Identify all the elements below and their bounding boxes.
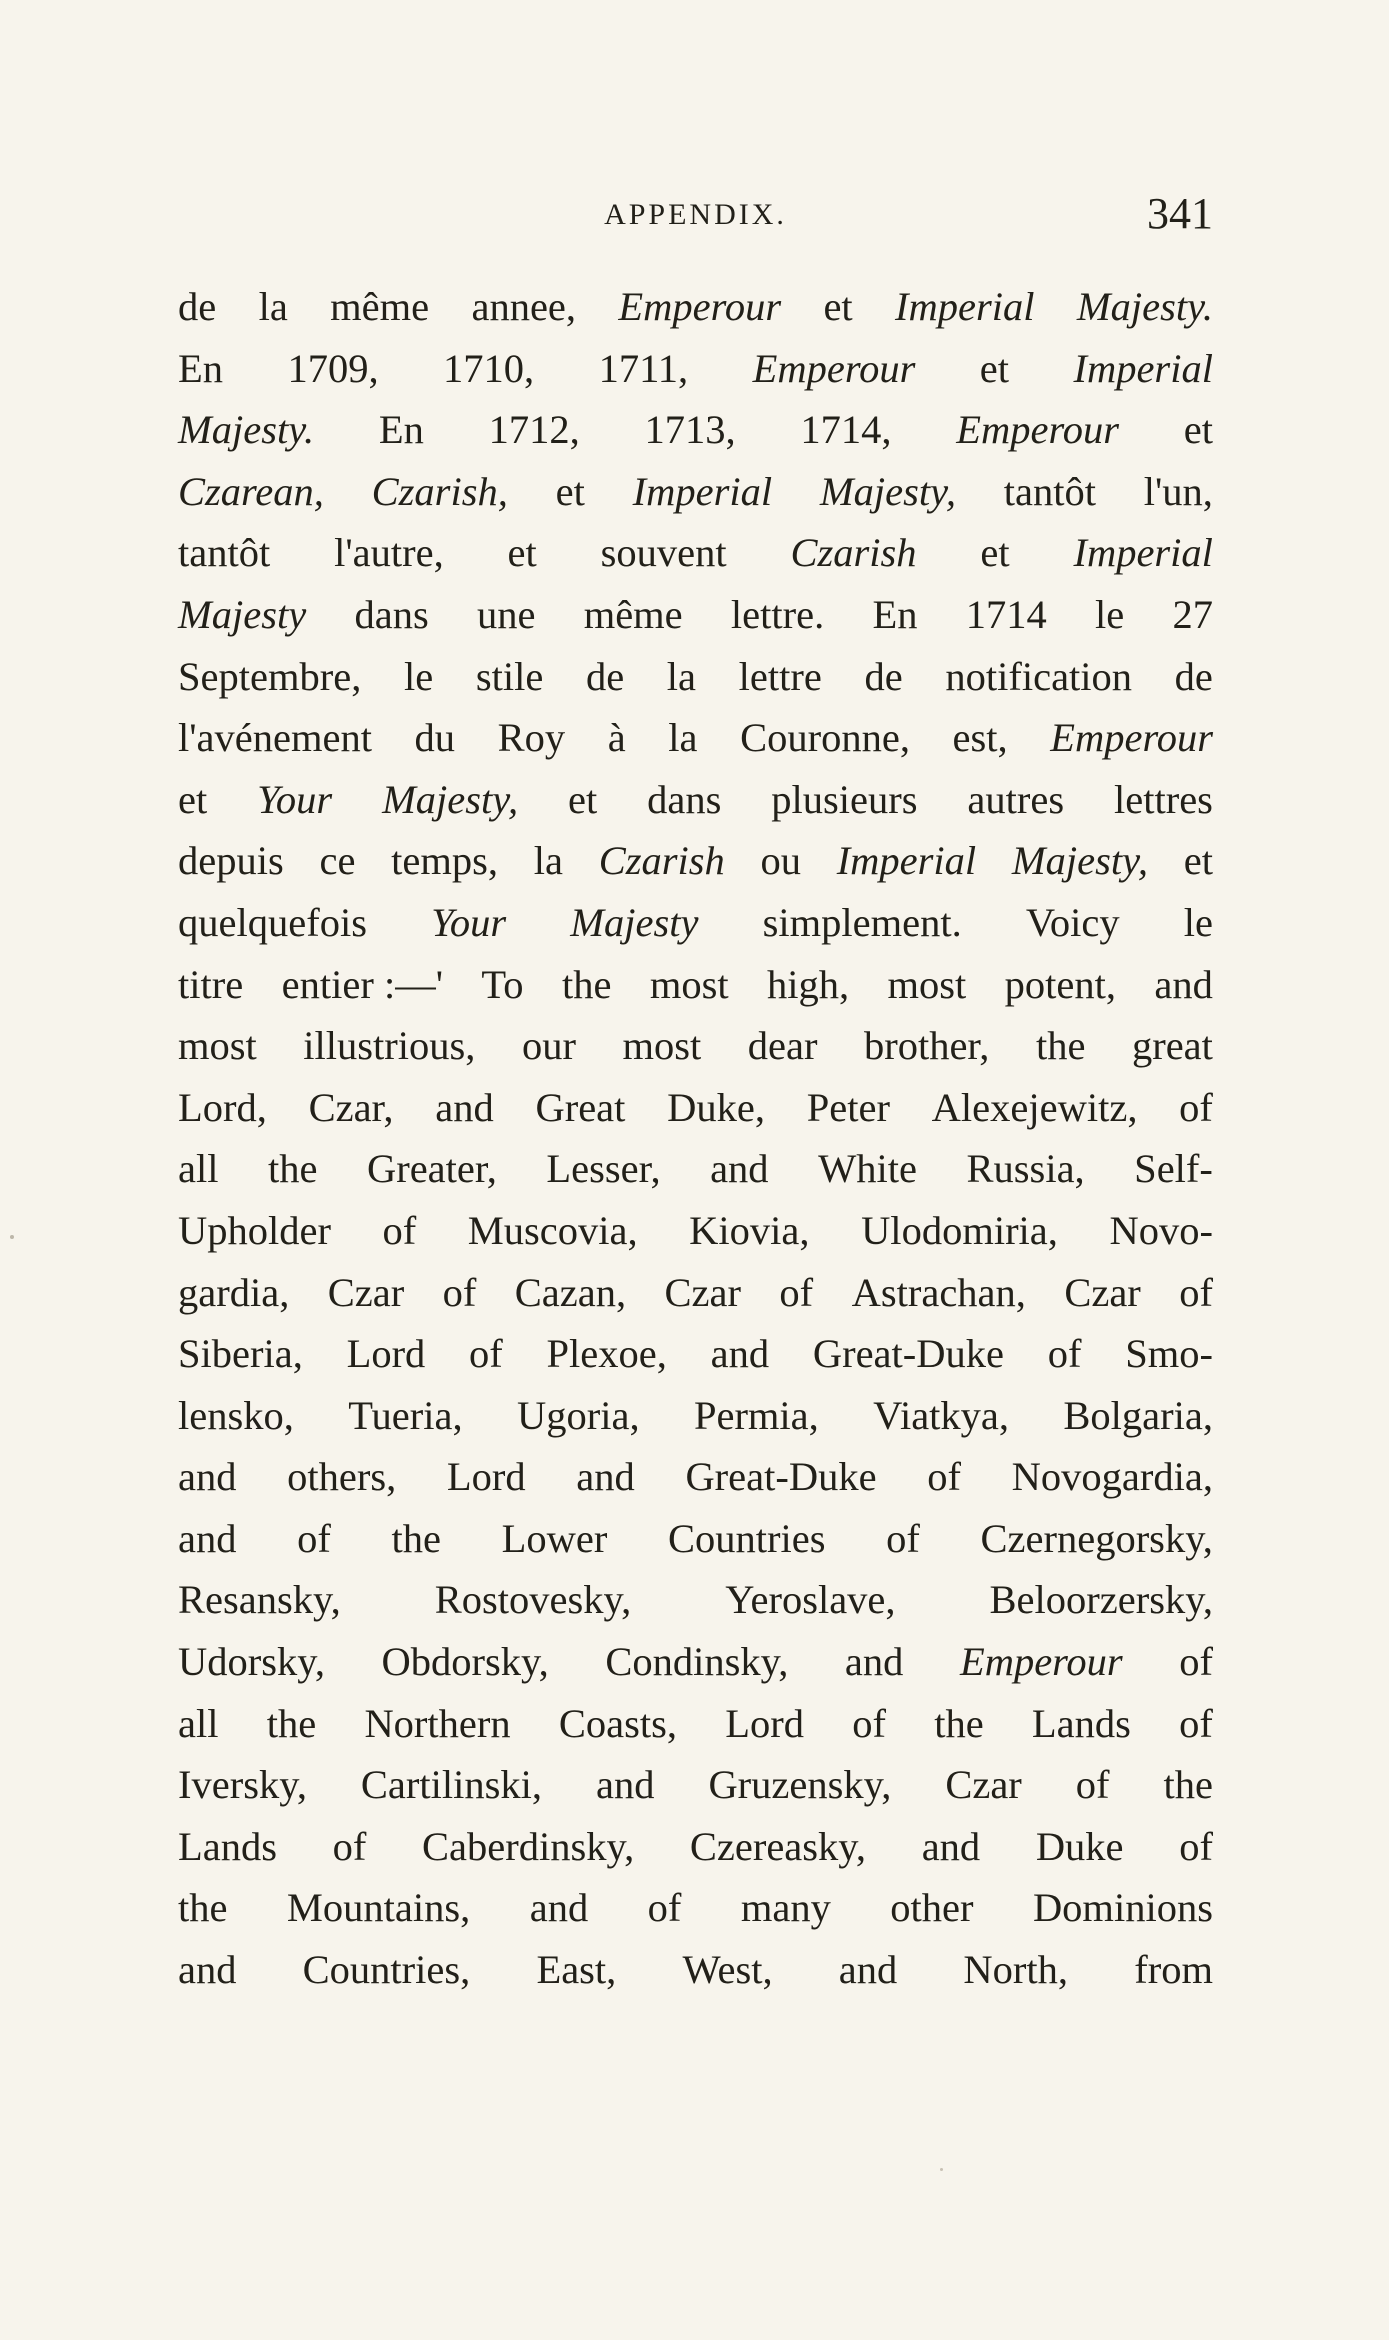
- text-line: [178, 769, 1213, 831]
- word: 1710,: [443, 345, 535, 391]
- word: of: [647, 1885, 682, 1931]
- word: Septembre,: [178, 653, 362, 699]
- word: Czar: [1064, 1269, 1141, 1315]
- word: depuis: [178, 838, 284, 884]
- word: 1713,: [644, 407, 736, 453]
- word: most: [649, 961, 729, 1007]
- word: ce: [319, 838, 356, 884]
- word: Astrachan,: [851, 1269, 1026, 1315]
- text-line: [178, 1077, 1213, 1139]
- italic-word: Majesty: [178, 591, 307, 637]
- word: and: [710, 1146, 769, 1192]
- text-line: [178, 1138, 1213, 1200]
- word: Condinsky,: [605, 1639, 789, 1685]
- word: lettre.: [730, 591, 825, 637]
- word: Yeroslave,: [725, 1577, 896, 1623]
- word: Duke: [1035, 1823, 1124, 1869]
- word: of: [469, 1331, 503, 1377]
- word: lettres: [1113, 776, 1213, 822]
- italic-word: Czarish,: [371, 468, 508, 514]
- word: de: [585, 653, 625, 699]
- italic-word: Majesty.: [1076, 284, 1213, 329]
- word: Viatkya,: [873, 1392, 1010, 1438]
- word: North,: [963, 1947, 1069, 1993]
- word: 27: [1172, 591, 1213, 637]
- word: the: [1163, 1762, 1213, 1808]
- word: the: [267, 1146, 318, 1192]
- word: great: [1131, 1023, 1213, 1069]
- word: and: [844, 1639, 904, 1685]
- word: simplement.: [762, 899, 962, 945]
- italic-word: Emperour: [618, 284, 782, 329]
- word: of: [1179, 1823, 1213, 1869]
- page-number: 341: [1147, 189, 1213, 238]
- word: Plexoe,: [546, 1331, 667, 1377]
- word: Lord: [346, 1331, 426, 1377]
- word: the: [178, 1885, 228, 1931]
- word: Lands: [178, 1823, 277, 1869]
- word: 1714: [965, 591, 1047, 637]
- word: of: [779, 1269, 814, 1315]
- word: la: [666, 653, 697, 699]
- word: la: [258, 284, 288, 329]
- word: the: [391, 1515, 441, 1561]
- word: Czar,: [308, 1084, 394, 1130]
- word: most: [622, 1023, 702, 1069]
- word: Alexejewitz,: [931, 1084, 1138, 1130]
- word: most: [887, 961, 967, 1007]
- word: est,: [952, 715, 1008, 761]
- word: Voicy: [1025, 899, 1120, 945]
- word: and: [178, 1454, 237, 1500]
- word: Countries: [667, 1515, 826, 1561]
- italic-word: Czarish: [790, 530, 917, 576]
- word: et: [555, 468, 585, 514]
- word: Lesser,: [546, 1146, 661, 1192]
- word: entier :—': [281, 961, 443, 1007]
- word: le: [403, 653, 434, 699]
- word: brother,: [863, 1023, 990, 1069]
- text-line: [178, 1446, 1213, 1508]
- margin-mark: [10, 1235, 14, 1239]
- word: of: [1179, 1269, 1213, 1315]
- word: Czar: [945, 1762, 1022, 1808]
- word: dear: [747, 1023, 818, 1069]
- word: Great: [535, 1084, 626, 1130]
- word: tantôt: [178, 530, 271, 576]
- text-line: [178, 830, 1213, 892]
- text-line: [178, 1015, 1213, 1077]
- italic-word: Imperial: [632, 468, 773, 514]
- italic-word: Your: [257, 776, 333, 822]
- word: et: [980, 530, 1010, 576]
- word: de: [864, 653, 903, 699]
- word: Kiovia,: [689, 1207, 810, 1253]
- word: de: [178, 284, 217, 329]
- word: of: [886, 1515, 920, 1561]
- word: Rostovesky,: [434, 1577, 632, 1623]
- word: En: [178, 345, 223, 391]
- word: and: [838, 1947, 898, 1993]
- word: Cazan,: [514, 1269, 627, 1315]
- word: Bolgaria,: [1063, 1392, 1213, 1438]
- italic-word: Czarean,: [178, 468, 324, 514]
- italic-word: Emperour: [956, 407, 1119, 453]
- text-line: [178, 338, 1213, 400]
- word: Greater,: [366, 1146, 497, 1192]
- word: and: [596, 1762, 655, 1808]
- word: Lands: [1031, 1700, 1131, 1746]
- word: and: [178, 1515, 237, 1561]
- word: Czernegorsky,: [980, 1515, 1213, 1561]
- word: of: [1075, 1762, 1110, 1808]
- word: Czar: [664, 1269, 741, 1315]
- word: and: [921, 1823, 981, 1869]
- word: and: [710, 1331, 770, 1377]
- italic-word: Czarish: [598, 838, 725, 884]
- word: à: [607, 715, 626, 761]
- text-line: [178, 1569, 1213, 1631]
- margin-mark: [940, 2168, 943, 2171]
- word: To: [481, 961, 524, 1007]
- text-line: [178, 1631, 1213, 1693]
- word: Couronne,: [740, 715, 910, 761]
- word: of: [442, 1269, 477, 1315]
- word: ou: [760, 838, 801, 884]
- word: others,: [287, 1454, 397, 1500]
- text-line: [178, 461, 1213, 523]
- word: Ulodomiria,: [861, 1207, 1058, 1253]
- italic-word: Majesty.: [178, 407, 315, 453]
- word: et: [979, 345, 1010, 391]
- word: quelquefois: [178, 899, 367, 945]
- word: of: [1047, 1331, 1082, 1377]
- word: En: [872, 591, 918, 637]
- word: Dominions: [1032, 1885, 1213, 1931]
- text-line: [178, 1508, 1213, 1570]
- word: of: [1179, 1639, 1213, 1685]
- word: Lord,: [178, 1084, 267, 1130]
- word: l'autre,: [334, 530, 444, 576]
- word: and: [435, 1084, 494, 1130]
- word: Mountains,: [286, 1885, 471, 1931]
- word: of: [332, 1823, 367, 1869]
- word: tantôt: [1003, 468, 1096, 514]
- text-line: [178, 1693, 1213, 1755]
- word: illustrious,: [303, 1023, 476, 1069]
- word: West,: [682, 1947, 773, 1993]
- word: même: [330, 284, 430, 329]
- word: 1709,: [287, 345, 379, 391]
- word: Self-: [1134, 1146, 1213, 1192]
- word: and: [178, 1947, 237, 1993]
- text-line: [178, 1816, 1213, 1878]
- word: le: [1183, 899, 1213, 945]
- word: the: [1035, 1023, 1086, 1069]
- word: Novogardia,: [1011, 1454, 1213, 1500]
- word: le: [1095, 591, 1125, 637]
- italic-word: Imperial: [895, 284, 1035, 329]
- word: all: [178, 1700, 219, 1746]
- word: and: [1154, 961, 1213, 1007]
- word: Beloorzersky,: [989, 1577, 1213, 1623]
- text-line: [178, 584, 1213, 646]
- word: Lower: [501, 1515, 608, 1561]
- page-header: [178, 188, 1213, 248]
- word: plusieurs: [771, 776, 918, 822]
- word: et: [823, 284, 853, 329]
- word: 1714,: [800, 407, 892, 453]
- word: all: [178, 1146, 219, 1192]
- word: our: [521, 1023, 576, 1069]
- word: of: [1179, 1700, 1213, 1746]
- word: other: [890, 1885, 974, 1931]
- text-line: [178, 1754, 1213, 1816]
- word: l'avénement: [178, 715, 372, 761]
- word: stile: [475, 653, 544, 699]
- word: titre: [178, 961, 244, 1007]
- word: the: [561, 961, 612, 1007]
- italic-word: Emperour: [1050, 715, 1213, 761]
- word: of: [927, 1454, 961, 1500]
- word: lensko,: [178, 1392, 294, 1438]
- word: Czereasky,: [689, 1823, 867, 1869]
- word: Novo-: [1109, 1207, 1213, 1253]
- word: annee,: [471, 284, 577, 329]
- word: and: [576, 1454, 635, 1500]
- text-line: [178, 1200, 1213, 1262]
- word: Obdorsky,: [381, 1639, 549, 1685]
- word: Lord: [725, 1700, 804, 1746]
- word: et: [568, 776, 598, 822]
- word: Great-Duke: [812, 1331, 1004, 1377]
- word: Upholder: [178, 1207, 331, 1253]
- text-line: [178, 1939, 1213, 2001]
- word: 1712,: [488, 407, 580, 453]
- word: of: [852, 1700, 886, 1746]
- word: Cartilinski,: [360, 1762, 543, 1808]
- word: Lord: [446, 1454, 526, 1500]
- word: dans: [647, 776, 722, 822]
- word: Czar: [327, 1269, 405, 1315]
- word: En: [378, 407, 424, 453]
- word: l'un,: [1143, 468, 1213, 514]
- body-text: [178, 276, 1213, 2001]
- word: et: [178, 776, 208, 822]
- italic-word: Imperial: [1073, 345, 1213, 391]
- text-line: [178, 399, 1213, 461]
- word: East,: [536, 1947, 617, 1993]
- word: Ugoria,: [516, 1392, 640, 1438]
- word: and: [529, 1885, 589, 1931]
- word: Duke,: [667, 1084, 765, 1130]
- text-line: [178, 1262, 1213, 1324]
- word: Resansky,: [178, 1577, 341, 1623]
- word: une: [476, 591, 536, 637]
- italic-word: Majesty: [570, 899, 699, 945]
- text-line: [178, 522, 1213, 584]
- italic-word: Majesty,: [382, 776, 519, 822]
- word: gardia,: [178, 1269, 290, 1315]
- word: notification: [945, 653, 1133, 699]
- word: the: [266, 1700, 317, 1746]
- word: from: [1134, 1947, 1213, 1993]
- text-line: [178, 707, 1213, 769]
- word: the: [934, 1700, 984, 1746]
- italic-word: Imperial: [836, 838, 977, 884]
- word: Smo-: [1125, 1331, 1213, 1377]
- word: Northern: [364, 1700, 511, 1746]
- word: of: [382, 1207, 417, 1253]
- word: most: [178, 1023, 257, 1069]
- text-line: [178, 276, 1213, 338]
- word: Coasts,: [558, 1700, 678, 1746]
- word: du: [414, 715, 456, 761]
- text-line: [178, 1385, 1213, 1447]
- word: potent,: [1004, 961, 1117, 1007]
- word: même: [583, 591, 683, 637]
- text-line: [178, 892, 1213, 954]
- word: autres: [967, 776, 1065, 822]
- word: Muscovia,: [467, 1207, 638, 1253]
- italic-word: Majesty,: [819, 468, 956, 514]
- word: Udorsky,: [178, 1639, 325, 1685]
- italic-word: Imperial: [1073, 530, 1213, 576]
- word: Peter: [806, 1084, 890, 1130]
- word: Russia,: [966, 1146, 1085, 1192]
- running-head: APPENDIX.: [604, 198, 787, 231]
- italic-word: Majesty,: [1011, 838, 1148, 884]
- word: souvent: [600, 530, 727, 576]
- word: high,: [766, 961, 850, 1007]
- word: lettre: [738, 653, 822, 699]
- word: Great-Duke: [685, 1454, 877, 1500]
- italic-word: Emperour: [752, 345, 916, 391]
- word: Permia,: [693, 1392, 819, 1438]
- word: dans: [354, 591, 429, 637]
- text-line: [178, 954, 1213, 1016]
- word: la: [533, 838, 563, 884]
- word: Iversky,: [178, 1762, 307, 1808]
- word: of: [1179, 1084, 1213, 1130]
- text-line: [178, 1877, 1213, 1939]
- word: de: [1174, 653, 1213, 699]
- word: et: [1183, 407, 1213, 453]
- word: 1711,: [598, 345, 689, 391]
- word: White: [818, 1146, 918, 1192]
- italic-word: Emperour: [959, 1639, 1123, 1685]
- word: la: [668, 715, 698, 761]
- word: many: [740, 1885, 831, 1931]
- italic-word: Your: [431, 899, 507, 945]
- word: et: [1183, 838, 1213, 884]
- word: Caberdinsky,: [422, 1823, 635, 1869]
- word: of: [297, 1515, 331, 1561]
- word: Tueria,: [348, 1392, 463, 1438]
- word: temps,: [391, 838, 499, 884]
- word: Siberia,: [178, 1331, 303, 1377]
- text-line: [178, 646, 1213, 708]
- word: Countries,: [302, 1947, 471, 1993]
- word: Roy: [497, 715, 566, 761]
- text-line: [178, 1323, 1213, 1385]
- word: Gruzensky,: [708, 1762, 892, 1808]
- word: et: [507, 530, 537, 576]
